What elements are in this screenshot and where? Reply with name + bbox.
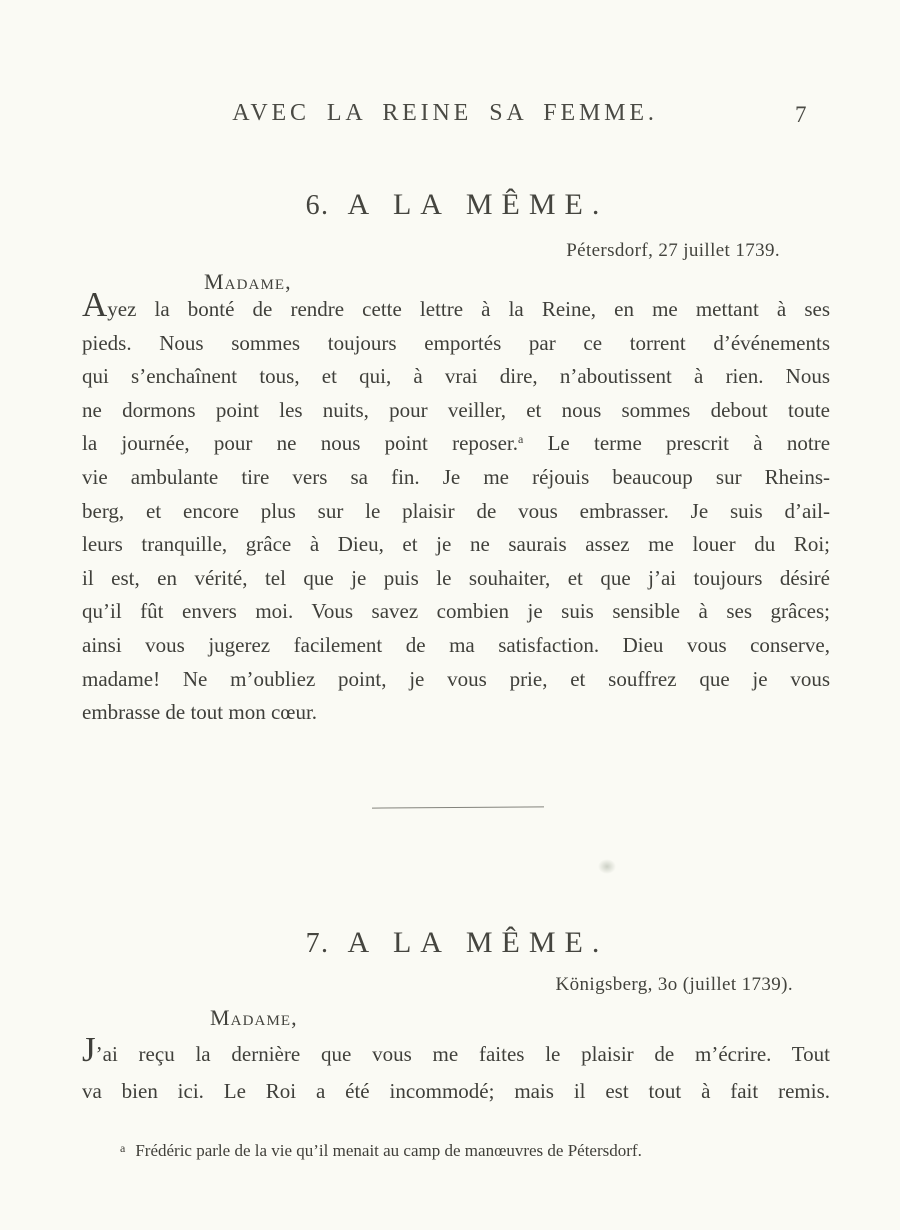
body-line: madame! Ne m’oubliez point, je vous prie, et souffrez que je vous	[82, 666, 830, 691]
body-line-text: ’ai reçu la dernière que vous me faites le plaisir de m’écrire. Tout	[95, 1042, 830, 1066]
page-number: 7	[795, 102, 807, 127]
body-line: ainsi vous jugerez facilement de ma satisfaction. Dieu vous conserve,	[82, 632, 830, 657]
body-line: leurs tranquille, grâce à Dieu, et je ne saurais assez me louer du Roi;	[82, 532, 830, 557]
letter-6-heading	[0, 188, 900, 222]
footnote-text: Frédéric parle de la vie qu’il menait au camp de manœuvres de Pétersdorf.	[135, 1141, 642, 1160]
salutation: Madame,	[204, 269, 292, 294]
section-divider	[372, 806, 544, 808]
letter-body	[82, 1030, 830, 1110]
body-line	[82, 285, 830, 327]
section-number: 6.	[305, 190, 330, 221]
body-line: vie ambulante tire vers sa fin. Je me réjouis beaucoup sur Rheins-	[82, 464, 830, 489]
section-title: A LA MÊME.	[347, 926, 609, 959]
body-line	[82, 427, 830, 461]
body-line: va bien ici. Le Roi a été incommodé; mais il est tout à fait remis.	[82, 1079, 830, 1103]
section-title: A LA MÊME.	[347, 188, 609, 221]
initial-letter: J	[82, 1030, 96, 1069]
body-line: pieds. Nous sommes toujours emportés par ce torrent d’événements	[82, 330, 830, 355]
dateline: Königsberg, 3o (juillet 1739).	[555, 974, 793, 995]
body-line: qu’il fût envers moi. Vous savez combien je suis sensible à ses grâces;	[82, 599, 830, 624]
footnote-reference: a	[517, 432, 524, 447]
running-header: AVEC LA REINE SA FEMME.	[232, 100, 658, 126]
body-line	[82, 1030, 830, 1073]
salutation: Madame,	[210, 1005, 298, 1030]
section-number: 7.	[305, 928, 330, 959]
letter-7-heading	[0, 926, 900, 960]
body-line: berg, et encore plus sur le plaisir de vous embrasser. Je suis d’ail-	[82, 498, 830, 523]
body-line-text: Le terme prescrit à notre	[547, 431, 831, 456]
dateline: Pétersdorf, 27 juillet 1739.	[566, 240, 780, 261]
body-line-text: la journée, pour ne nous point reposer.	[82, 431, 518, 456]
letter-body	[82, 285, 831, 730]
ink-smudge	[598, 859, 616, 874]
body-line: ne dormons point les nuits, pour veiller, et nous sommes debout toute	[82, 397, 830, 422]
body-line: embrasse de tout mon cœur.	[82, 700, 318, 725]
initial-letter: A	[82, 285, 108, 324]
footnote-marker: a	[120, 1141, 126, 1155]
body-line: il est, en vérité, tel que je puis le souhaiter, et que j’ai toujours désiré	[82, 565, 830, 590]
body-line-text: yez la bonté de rendre cette lettre à la Reine, en me mettant à ses	[107, 297, 830, 321]
footnote	[120, 1141, 840, 1161]
body-line: qui s’enchaînent tous, et qui, à vrai dire, n’aboutissent à rien. Nous	[82, 364, 830, 389]
